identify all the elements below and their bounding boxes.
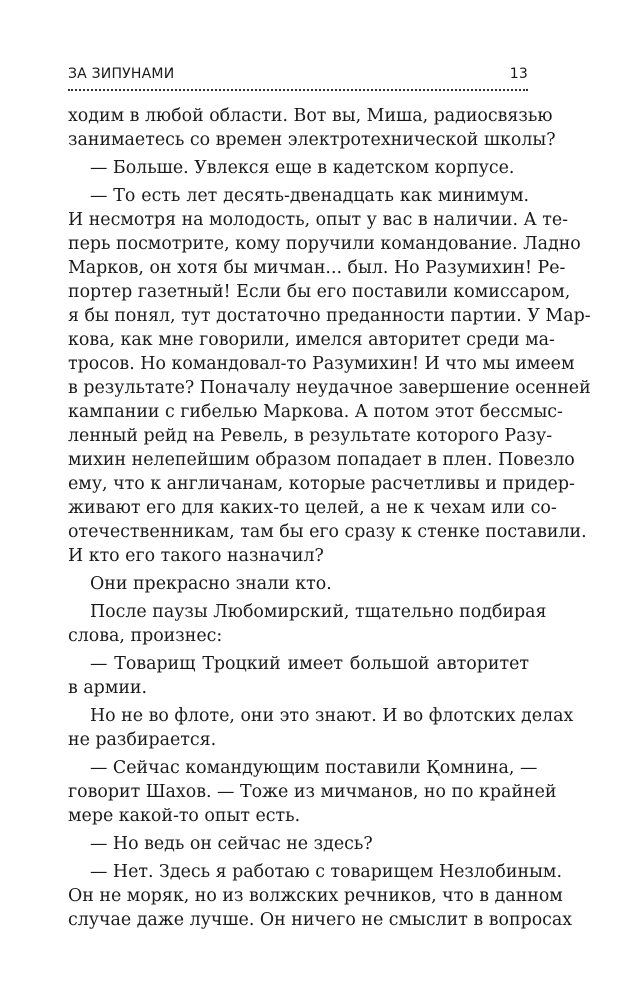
text-line: ему, что к англичанам, которые расчетливы и придер- xyxy=(68,474,575,494)
text-line: — Больше. Увлекся еще в кадетском корпусе. xyxy=(90,158,515,178)
text-line: говорит Шахов. — Тоже из мичманов, но по крайней xyxy=(68,782,557,802)
page-number: 13 xyxy=(509,66,528,82)
text-line: И несмотря на молодость, опыт у вас в наличии. А те- xyxy=(68,210,569,230)
text-line: — Сейчас командующим поставили Қомнина, — xyxy=(90,758,538,778)
text-line: — Товарищ Троцкий имеет большой авторитет xyxy=(90,654,529,674)
header-dotted-rule xyxy=(68,89,528,91)
text-line: тросов. Но командовал-то Разумихин! И что мы имеем xyxy=(68,354,575,374)
text-line: в армии. xyxy=(68,678,148,698)
text-line: живают его для каких-то целей, а не к чехам или со- xyxy=(68,498,557,518)
text-line: Марков, он хотя бы мичман... был. Но Разумихин! Ре- xyxy=(68,258,566,278)
text-line: отечественникам, там бы его сразу к стенке поставили. xyxy=(68,522,587,542)
text-line: в результате? Поначалу неудачное завершение осенней xyxy=(68,378,591,398)
text-line: Он не моряк, но из волжских речников, что в данном xyxy=(68,886,563,906)
text-line: После паузы Любомирский, тщательно подбирая xyxy=(90,602,547,622)
text-line: ленный рейд на Ревель, в результате которого Разу- xyxy=(68,426,553,446)
text-line: кова, как мне говорили, имелся авторитет среди ма- xyxy=(68,330,555,350)
text-line: Они прекрасно знали кто. xyxy=(90,574,332,594)
body-text xyxy=(68,104,591,932)
text-line: михин нелепейшим образом попадает в плен. Повезло xyxy=(68,450,575,470)
running-header xyxy=(68,66,528,86)
text-line: Но не во флоте, они это знают. И во флотских делах xyxy=(90,706,574,726)
text-line: — Но ведь он сейчас не здесь? xyxy=(90,834,373,854)
text-line: кампании с гибелью Маркова. А потом этот бессмыс- xyxy=(68,402,563,422)
text-line: случае даже лучше. Он ничего не смыслит в вопросах xyxy=(68,910,573,930)
text-line: занимаетесь со времен электротехнической школы? xyxy=(68,130,556,150)
text-line: И кто его такого назначил? xyxy=(68,546,324,566)
text-line: перь посмотрите, кому поручили командование. Ладно xyxy=(68,234,581,254)
text-line: — То есть лет десять-двенадцать как минимум. xyxy=(90,186,529,206)
text-line: мере какой-то опыт есть. xyxy=(68,806,301,826)
text-line: портер газетный! Если бы его поставили комиссаром, xyxy=(68,282,571,302)
text-line: — Нет. Здесь я работаю с товарищем Незлобиным. xyxy=(90,862,562,882)
text-line: я бы понял, тут достаточно преданности партии. У Мар- xyxy=(68,306,591,326)
text-line: не разбирается. xyxy=(68,730,217,750)
text-line: ходим в любой области. Вот вы, Миша, радиосвязью xyxy=(68,106,553,126)
running-title: ЗА ЗИПУНАМИ xyxy=(68,66,175,82)
text-line: слова, произнес: xyxy=(68,626,223,646)
